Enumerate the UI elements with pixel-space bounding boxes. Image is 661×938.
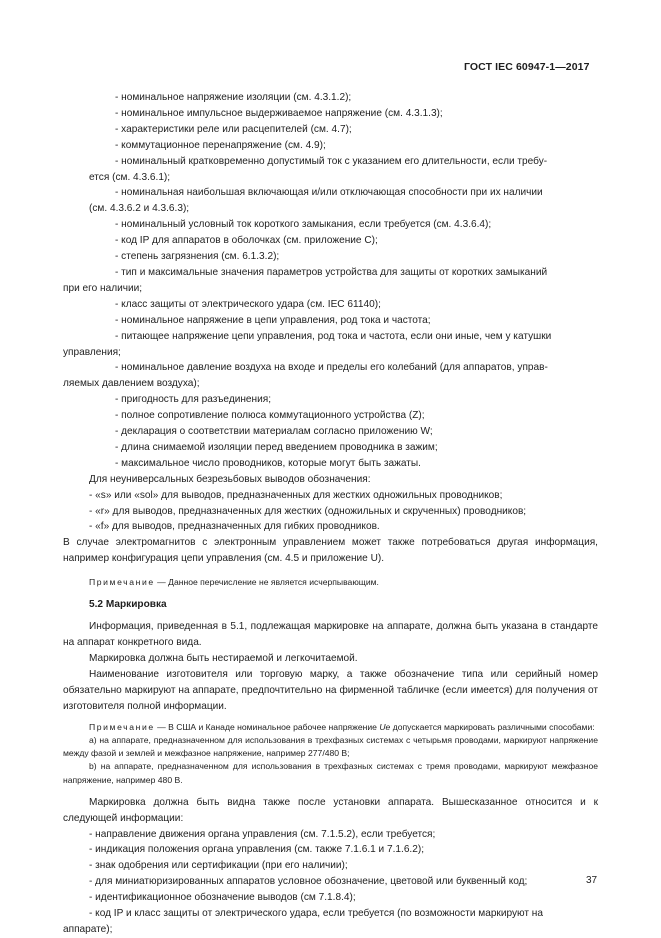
note-text: — Данное перечисление не является исчерпывающим.: [154, 577, 379, 588]
list-item: - номинальный кратковременно допустимый ток с указанием его длительности, если требу-: [115, 155, 548, 167]
list-item: - длина снимаемой изоляции перед введением проводника в зажим;: [115, 441, 438, 453]
list-item-continuation: аппарате);: [63, 924, 113, 935]
list-item-continuation: ляемых давлением воздуха);: [63, 378, 200, 390]
note-2-item-b: b) на аппарате, предназначенном для использования в трехфазных системах с тремя проводами, маркируют межфазное напряжение, например 480 В.: [63, 761, 598, 785]
terminals-intro: Для неуниверсальных безрезьбовых выводов обозначения:: [89, 473, 371, 485]
marking-paragraph-1: Информация, приведенная в 5.1, подлежащая маркировке на аппарате, должна быть указана в стандарте на аппарат конкретного вида.: [63, 621, 598, 649]
list-item: - декларация о соответствии материалам согласно приложению W;: [115, 426, 433, 438]
note-label: Примечание: [89, 577, 155, 588]
note-2-item-a: a) на аппарате, предназначенном для использования в трехфазных системах с четырьмя проводами, маркируют напряжение между фазой и землей и межфазное напряжение, например 277/480 В;: [63, 734, 598, 759]
list-item: - номинальный условный ток короткого замыкания, если требуется (см. 4.3.6.4);: [115, 219, 492, 231]
list-item: - номинальная наибольшая включающая и/или отключающая способности при их наличии: [115, 187, 543, 199]
voltage-symbol: Ue: [379, 721, 391, 732]
note-label: Примечание: [89, 721, 155, 732]
list-item: - код IP для аппаратов в оболочках (см. приложение С);: [115, 235, 378, 247]
list-item: - класс защиты от электрического удара (см. IEC 61140);: [115, 298, 381, 310]
list-item: - характеристики реле или расцепителей (см. 4.7);: [115, 123, 352, 135]
electronic-paragraph: [63, 535, 598, 567]
note-text: — В США и Канаде номинальное рабочее напряжение: [154, 721, 380, 732]
list-item: - номинальное напряжение в цепи управления, род тока и частота;: [115, 314, 431, 326]
marking-paragraph-2: Маркировка должна быть нестираемой и легкочитаемой.: [89, 653, 358, 665]
list-item-continuation: (см. 4.3.6.2 и 4.3.6.3);: [89, 203, 190, 215]
list-item-continuation: ется (см. 4.3.6.1);: [89, 171, 171, 183]
list-item: - номинальное импульсное выдерживаемое напряжение (см. 4.3.1.3);: [115, 107, 443, 119]
list-item: - направление движения органа управления (см. 7.1.5.2), если требуется;: [89, 828, 436, 840]
marking-paragraph-3: Наименование изготовителя или торговую марку, а также обозначение типа или серийный номер обязательно маркируют на аппарате, предпочтительно на фирменной табличке (если имеется) для получения от изготовителя полной информации.: [63, 669, 598, 712]
document-body: [63, 90, 598, 938]
page-number: 37: [586, 875, 598, 886]
note-text: допускается маркировать различными способами:: [390, 721, 595, 732]
section-title: 5.2 Маркировка: [89, 599, 167, 611]
list-item: - знак одобрения или сертификации (при его наличии);: [89, 860, 348, 872]
list-item: - тип и максимальные значения параметров устройства для защиты от коротких замыканий: [115, 266, 548, 278]
list-item: - коммутационное перенапряжение (см. 4.9);: [115, 139, 326, 151]
note-2: [63, 721, 598, 787]
list-item: - для миниатюризированных аппаратов условное обозначение, цветовой или буквенный код;: [89, 876, 528, 888]
list-item: - пригодность для разъединения;: [115, 394, 272, 406]
list-item: - максимальное число проводников, которые могут быть зажаты.: [115, 457, 421, 469]
list-item: - номинальное давление воздуха на входе и пределы его колебаний (для аппаратов, управ-: [115, 362, 548, 374]
list-item-continuation: при его наличии;: [63, 282, 143, 294]
list-item-continuation: управления;: [63, 346, 121, 358]
list-item: - номинальное напряжение изоляции (см. 4.3.1.2);: [115, 92, 352, 103]
list-item: - «f» для выводов, предназначенных для гибких проводников.: [89, 521, 380, 533]
list-item: - питающее напряжение цепи управления, род тока и частота, если они иные, чем у катушки: [115, 330, 552, 342]
list-item: - полное сопротивление полюса коммутационного устройства (Z);: [115, 410, 425, 422]
list-item: - код IP и класс защиты от электрического удара, если требуется (по возможности маркируют на: [89, 908, 544, 920]
list-item: - идентификационное обозначение выводов (см 7.1.8.4);: [89, 892, 356, 904]
list-item: - «s» или «sol» для выводов, предназначенных для жестких одножильных проводников;: [89, 489, 503, 501]
document-header: ГОСТ IEC 60947-1—2017: [464, 61, 590, 73]
note-2-intro: [63, 721, 598, 734]
note-1: [63, 576, 598, 589]
visible-paragraph: Маркировка должна быть видна также после установки аппарата. Вышесказанное относится и к следующей информации:: [63, 796, 598, 824]
electronic-paragraph-text: В случае электромагнитов с электронным управлением может также потребоваться другая информация, например конфигурация цепи управления (см. 4.5 и приложение U).: [63, 537, 598, 565]
list-item: - степень загрязнения (см. 6.1.3.2);: [115, 251, 280, 263]
list-item: - «r» для выводов, предназначенных для жестких (одножильных и скрученных) проводников;: [89, 505, 527, 517]
list-item: - индикация положения органа управления (см. также 7.1.6.1 и 7.1.6.2);: [89, 844, 425, 856]
